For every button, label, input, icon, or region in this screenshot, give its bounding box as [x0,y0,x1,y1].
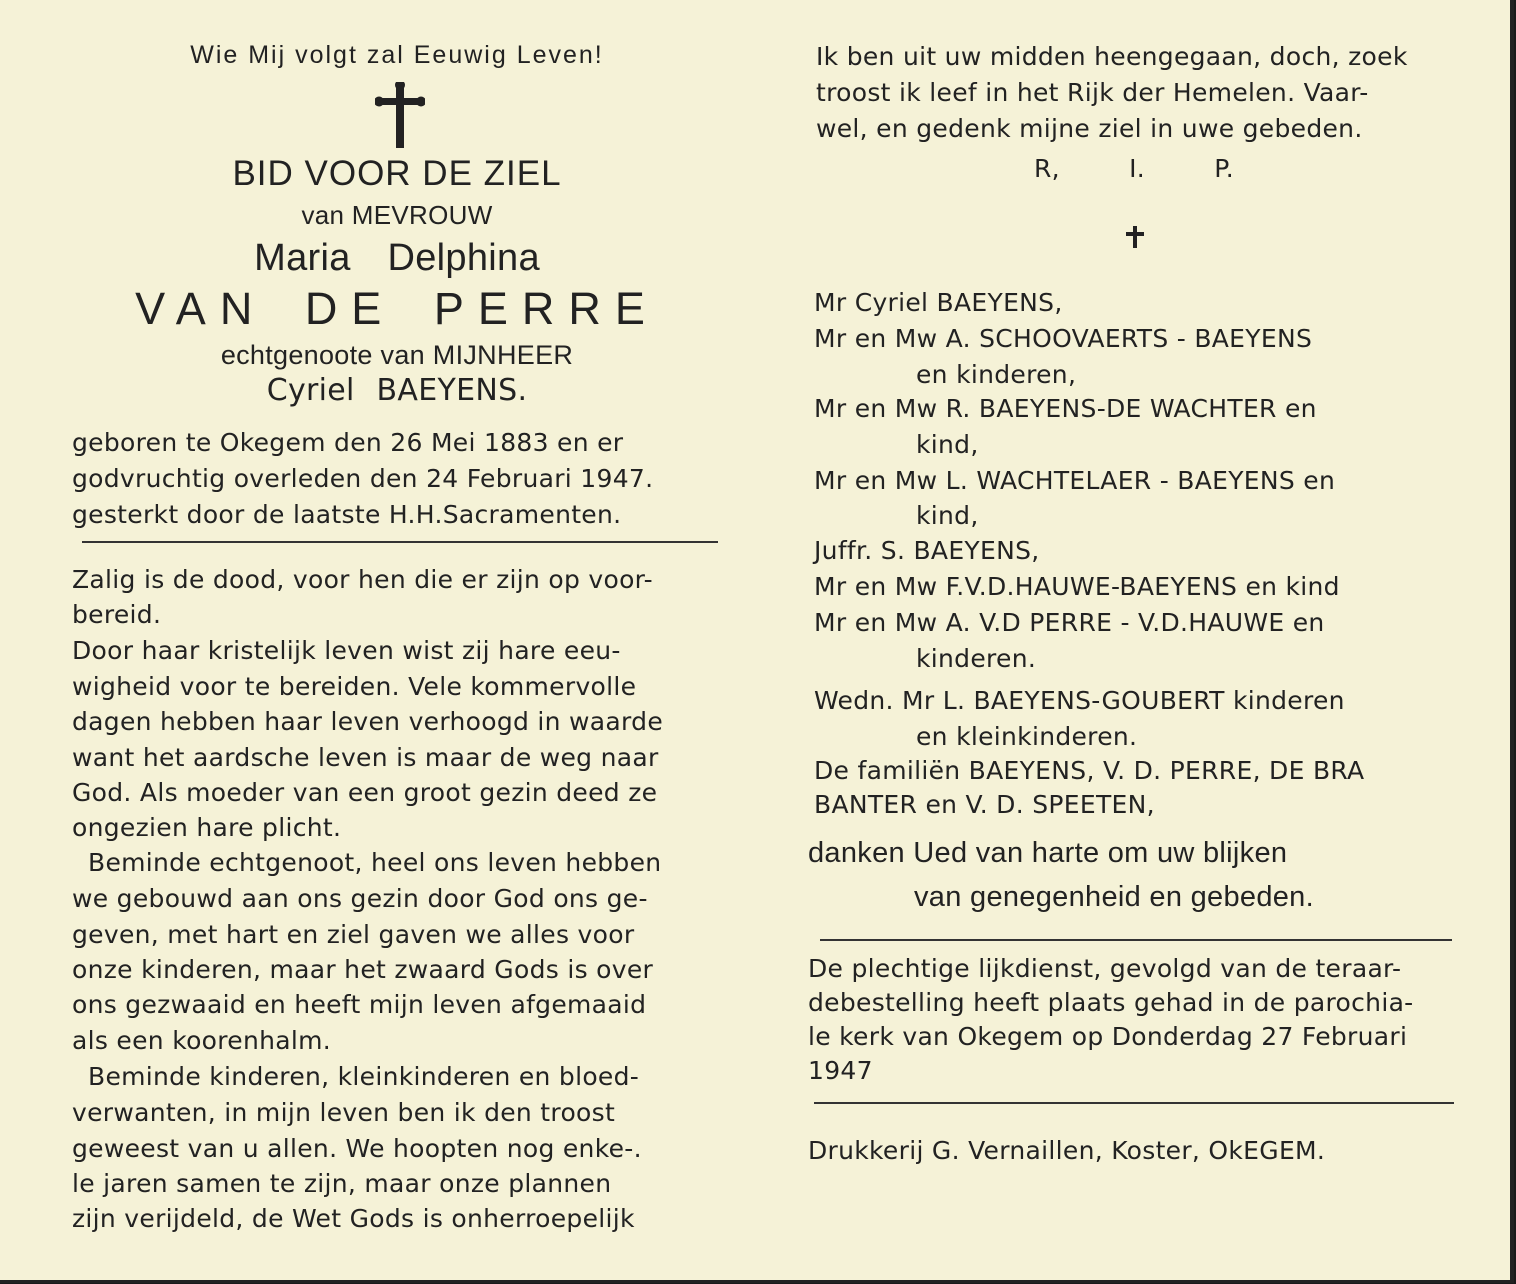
body-line: we gebouwd aan ons gezin door God ons ge- [72,884,648,913]
spouse-name: Cyriel BAEYENS. [266,373,528,408]
body-line: Beminde kinderen, kleinkinderen en bloed- [88,1062,640,1091]
death-line: godvruchtig overleden den 24 Februari 1947. [72,464,654,493]
service-line: debestelling heeft plaats gehad in de parochia- [808,988,1414,1017]
mourner-line: Mr en Mw F.V.D.HAUWE-BAEYENS en kind [814,572,1340,601]
opening-verse: Wie Mij volgt zal Eeuwig Leven! [190,41,604,69]
body-line: God. Als moeder van een groot gezin deed ze [72,778,658,807]
body-line: geven, met hart en ziel gaven we alles voor [72,920,635,949]
body-line: le jaren samen te zijn, maar onze plannen [72,1169,612,1198]
body-line: verwanten, in mijn leven ben ik den troost [72,1098,616,1127]
birth-line: geboren te Okegem den 26 Mei 1883 en er [72,428,624,457]
small-cross-icon [1125,226,1145,248]
body-line: Door haar kristelijk leven wist zij hare eeu- [72,636,621,665]
deceased-given-names: Maria Delphina [254,237,540,279]
mourner-line: De familiën BAEYENS, V. D. PERRE, DE BRA [814,756,1365,785]
body-line: dagen hebben haar leven verhoogd in waarde [72,707,664,736]
divider-right [820,939,1452,941]
mourner-line: BANTER en V. D. SPEETEN, [814,790,1155,819]
farewell-line: troost ik leef in het Rijk der Hemelen. Vaar- [816,78,1369,107]
mourner-line: kind, [916,430,979,459]
body-line: zijn verijdeld, de Wet Gods is onherroepelijk [72,1204,635,1233]
body-line: wigheid voor te bereiden. Vele kommervolle [72,672,637,701]
rip-i: I. [1129,154,1146,183]
rip-line [1034,154,1234,184]
mourner-line: kinderen. [916,644,1037,673]
mourner-line: Mr en Mw R. BAEYENS-DE WACHTER en [814,394,1317,423]
thanks-line-2: van genegenheid en gebeden. [914,881,1314,913]
body-line: bereid. [72,600,162,629]
sacraments-line: gesterkt door de laatste H.H.Sacramenten. [72,500,622,529]
mourner-line: kind, [916,501,979,530]
prayer-heading: BID VOOR DE ZIEL [232,154,562,193]
mourner-line: Mr Cyriel BAEYENS, [814,288,1063,317]
printer-line: Drukkerij G. Vernaillen, Koster, OkEGEM. [808,1136,1326,1165]
body-line: Beminde echtgenoot, heel ons leven hebben [88,848,662,877]
farewell-line: Ik ben uit uw midden heengegaan, doch, zoek [816,42,1408,71]
thanks-line-1: danken Ued van harte om uw blijken [808,837,1288,869]
mourner-line: en kinderen, [916,360,1077,389]
mourner-line: Mr en Mw A. V.D PERRE - V.D.HAUWE en [814,608,1325,637]
cross-icon [375,82,425,148]
rip-p: P. [1214,154,1234,183]
body-line: als een koorenhalm. [72,1026,332,1055]
mourner-line: Mr en Mw L. WACHTELAER - BAEYENS en [814,466,1336,495]
mourner-line: Wedn. Mr L. BAEYENS-GOUBERT kinderen [814,686,1345,715]
mourner-line: en kleinkinderen. [916,722,1138,751]
farewell-line: wel, en gedenk mijne ziel in uwe gebeden. [816,114,1363,143]
mourner-line: Mr en Mw A. SCHOOVAERTS - BAEYENS [814,324,1313,353]
body-line: ongezien hare plicht. [72,813,342,842]
service-line: De plechtige lijkdienst, gevolgd van de teraar- [808,954,1402,983]
body-line: Zalig is de dood, voor hen die er zijn op voor- [72,565,653,594]
divider-bottom [814,1102,1454,1104]
body-line: want het aardsche leven is maar de weg naar [72,743,659,772]
body-line: geweest van u allen. We hoopten nog enke-. [72,1134,642,1163]
body-line: ons gezwaaid en heeft mijn leven afgemaaid [72,990,647,1019]
rip-r: R, [1034,154,1060,183]
spouse-line: echtgenoote van MIJNHEER [220,340,574,370]
deceased-surname: VAN DE PERRE [135,283,659,334]
body-line: onze kinderen, maar het zwaard Gods is over [72,955,654,984]
service-line: le kerk van Okegem op Donderdag 27 Februari [808,1022,1408,1051]
divider [82,541,718,543]
service-line: 1947 [808,1056,873,1085]
mourner-line: Juffr. S. BAEYENS, [814,536,1040,565]
title-line: van MEVROUW [301,200,493,230]
